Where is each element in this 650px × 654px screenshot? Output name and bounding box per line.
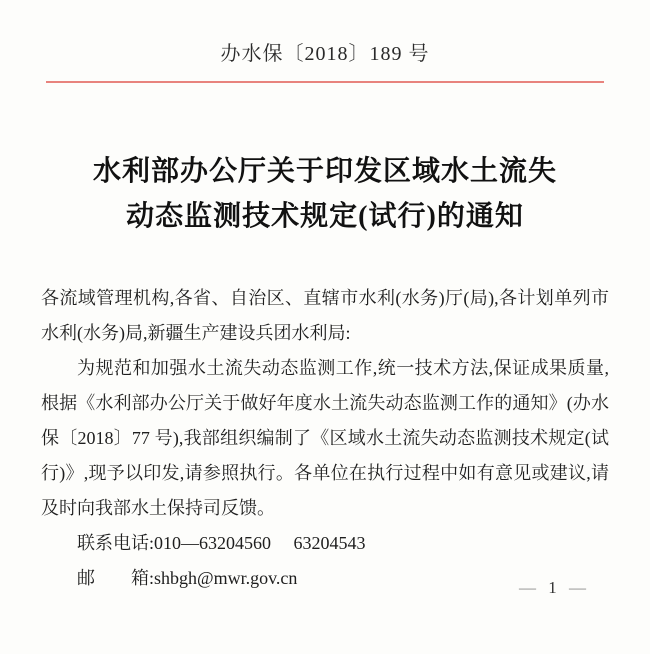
contact-phone-line: 联系电话:010—63204560 63204543 <box>77 533 366 553</box>
page-number-dash-right: — <box>569 578 588 597</box>
document-body <box>41 281 609 596</box>
body-paragraph: 为规范和加强水土流失动态监测工作,统一技术方法,保证成果质量,根据《水利部办公厅关于做好年度水土流失动态监测工作的通知》(办水保〔2018〕77 号),我部组织编制了《区域水土流失动态监测技术规定(试行)》,现予以印发,请参照执行。各单位在执行过程中如有意见或建议,请及时向我部水土保持司反馈。 <box>41 358 609 518</box>
salutation-paragraph: 各流域管理机构,各省、自治区、直辖市水利(水务)厅(局),各计划单列市水利(水务)局,新疆生产建设兵团水利局: <box>41 288 609 343</box>
title-line-2: 动态监测技术规定(试行)的通知 <box>126 201 524 232</box>
page-number <box>515 578 592 598</box>
page-number-value: 1 <box>548 578 559 597</box>
doc-number: 办水保〔2018〕189 号 <box>220 43 430 65</box>
red-divider <box>46 81 604 83</box>
page-number-dash-left: — <box>519 578 538 597</box>
title-line-1: 水利部办公厅关于印发区域水土流失 <box>92 156 557 187</box>
contact-email-line: 邮 箱:shbgh@mwr.gov.cn <box>77 568 298 588</box>
document-title <box>0 149 650 239</box>
